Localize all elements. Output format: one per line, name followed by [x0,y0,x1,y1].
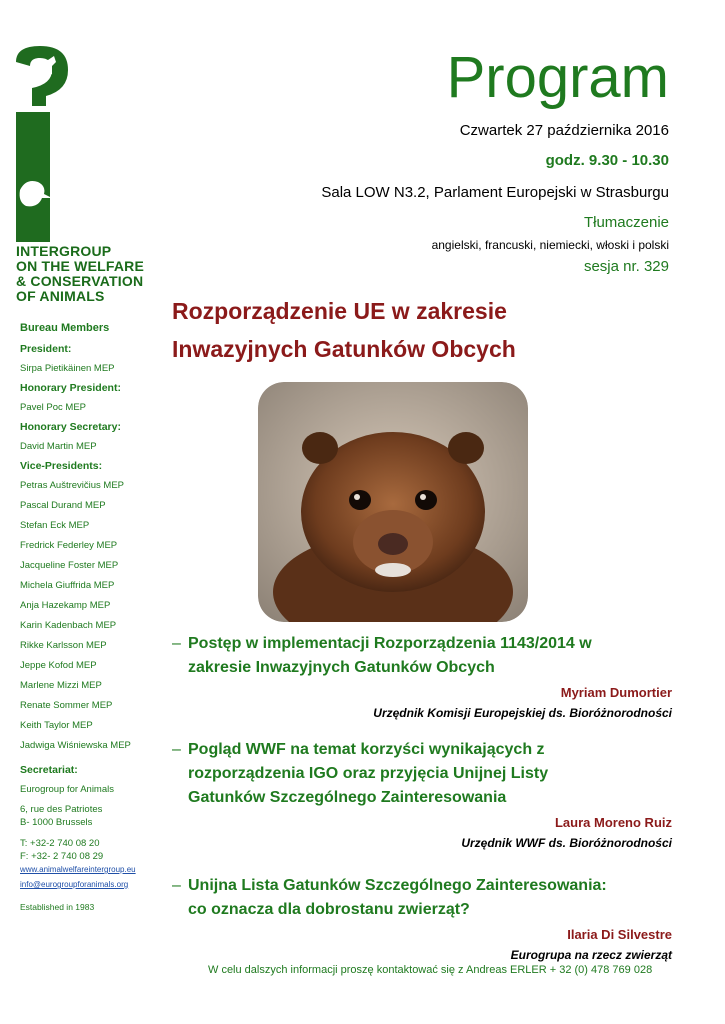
vice-president-name: Pascal Durand MEP [20,500,106,511]
footer-contact: W celu dalszych informacji proszę kontaktować się z Andreas ERLER + 32 (0) 478 769 028 [208,964,653,976]
vice-president-name: Jadwiga Wiśniewska MEP [20,740,131,751]
dash-bullet: – [172,877,181,894]
vice-president-name: Jeppe Kofod MEP [20,660,97,671]
honorary-president-name: Pavel Poc MEP [20,402,86,413]
vice-president-name: Jacqueline Foster MEP [20,560,119,571]
address-line: B- 1000 Brussels [20,817,93,828]
vice-president-name: Marlene Mizzi MEP [20,680,102,691]
agenda-item-title [172,632,672,680]
vice-president-name: Anja Hazekamp MEP [20,600,111,611]
vice-president-name: Fredrick Federley MEP [20,540,118,551]
agenda-title-line: rozporządzenia IGO oraz przyjęcia Unijnej Listy [188,765,549,782]
sidebar-heading: Bureau Members [20,322,110,334]
agenda-title-line: Postęp w implementacji Rozporządzenia 1143/2014 w [188,635,592,652]
speaker-name: Laura Moreno Ruiz [554,815,672,830]
bureau-sidebar [20,322,160,914]
event-date: Czwartek 27 października 2016 [459,122,669,139]
vice-presidents-label: Vice-Presidents: [20,460,103,472]
agenda-title-line: Unijna Lista Gatunków Szczególnego Zainteresowania: [188,877,607,894]
phone-number: T: +32-2 740 08 20 [20,838,100,849]
main-title-line: Rozporządzenie UE w zakresie [172,298,507,324]
agenda-title-line: Pogląd WWF na temat korzyści wynikających z [188,741,545,758]
speaker-role: Eurogrupa na rzecz zwierząt [510,948,672,962]
secretariat-name: Eurogroup for Animals [20,784,114,795]
session-number: sesja nr. 329 [583,258,669,275]
logo-text [16,244,156,304]
fax-number: F: +32- 2 740 08 29 [20,851,104,862]
honorary-secretary-label: Honorary Secretary: [20,421,121,433]
established-note: Established in 1983 [20,902,95,912]
vice-president-name: Michela Giuffrida MEP [20,580,115,591]
translation-languages: angielski, francuski, niemiecki, włoski i polski [431,238,669,252]
agenda-title-line: Gatunków Szczególnego Zainteresowania [188,789,507,806]
agenda-item [172,874,672,964]
agenda-title-line: co oznacza dla dobrostanu zwierząt? [188,901,470,918]
address-line: 6, rue des Patriotes [20,804,103,815]
logo-line: & CONSERVATION [16,273,144,289]
event-room: Sala LOW N3.2, Parlament Europejski w Strasburgu [321,184,669,201]
speaker-name: Ilaria Di Silvestre [567,927,672,942]
logo-line: INTERGROUP [16,243,112,259]
secretariat-label: Secretariat: [20,764,78,776]
agenda-title-line: zakresie Inwazyjnych Gatunków Obcych [188,659,495,676]
main-title [172,292,516,368]
intergroup-logo [10,44,70,244]
translation-label: Tłumaczenie [583,214,669,231]
president-label: President: [20,343,72,355]
vice-president-name: Renate Sommer MEP [20,700,113,711]
agenda-item-title [172,738,672,810]
vice-president-name: Keith Taylor MEP [20,720,93,731]
event-time: godz. 9.30 - 10.30 [545,152,669,169]
speaker-name: Myriam Dumortier [560,685,672,700]
main-title-line: Inwazyjnych Gatunków Obcych [172,336,516,362]
logo-line: OF ANIMALS [16,288,105,304]
honorary-president-label: Honorary President: [20,382,121,394]
vice-president-name: Rikke Karlsson MEP [20,640,107,651]
honorary-secretary-name: David Martin MEP [20,441,97,452]
agenda-item [172,632,672,722]
speaker-role: Urzędnik WWF ds. Bioróżnorodności [461,836,672,850]
logo-line: ON THE WELFARE [16,258,145,274]
dash-bullet: – [172,741,181,758]
dash-bullet: – [172,635,181,652]
vice-president-name: Petras Auštrevičius MEP [20,480,125,491]
vice-president-name: Karin Kadenbach MEP [20,620,117,631]
mink-photo [258,382,528,622]
president-name: Sirpa Pietikäinen MEP [20,363,115,374]
website-link[interactable]: www.animalwelfareintergroup.eu [20,865,136,874]
agenda-item-title [172,874,672,922]
page-title: Program [446,45,669,110]
email-link[interactable]: info@eurogroupforanimals.org [20,880,129,889]
agenda-item [172,738,672,852]
vice-president-name: Stefan Eck MEP [20,520,90,531]
speaker-role: Urzędnik Komisji Europejskiej ds. Bioróżnorodności [373,706,672,720]
